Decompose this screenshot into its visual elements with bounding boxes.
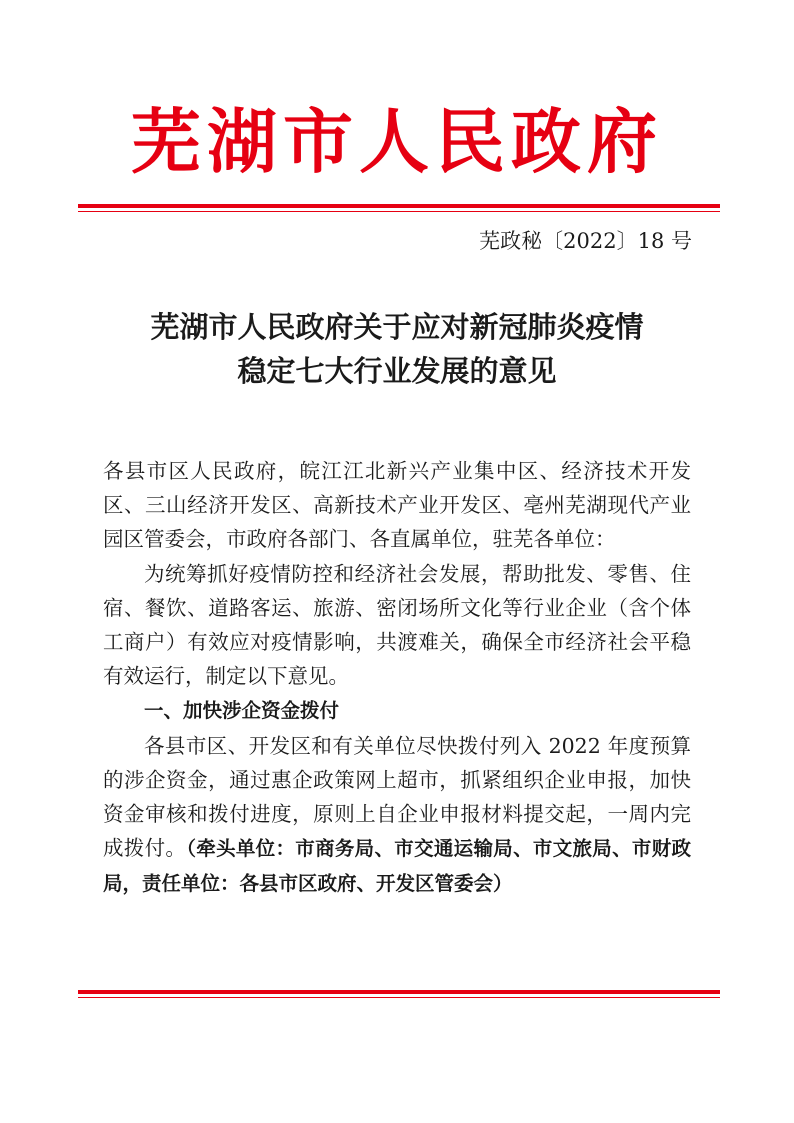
section-1-text: 各县市区、开发区和有关单位尽快拨付列入 2022 年度预算的涉企资金，通过惠企政策网上超市，抓紧组织企业申报，加快资金审核和拨付进度，原则上自企业申报材料提交起，一周内完成拨付。: [103, 733, 691, 861]
footer-rule-thick: [78, 990, 720, 994]
section-1-paragraph: [103, 729, 691, 902]
section-1-heading: 一、加快涉企资金拨付: [144, 699, 340, 723]
section-1-responsibility: （牵头单位：市商务局、市交通运输局、市文旅局、市财政局，责任单位：各县市区政府、开发区管委会）: [103, 837, 691, 896]
footer-rule-thin: [78, 997, 720, 998]
document-number: 芜政秘〔2022〕18 号: [479, 229, 692, 253]
masthead-title: 芜湖市人民政府: [131, 100, 663, 183]
masthead-rule-thick: [78, 204, 720, 208]
addressee-paragraph: 各县市区人民政府，皖江江北新兴产业集中区、经济技术开发区、三山经济开发区、高新技术产业开发区、亳州芜湖现代产业园区管委会，市政府各部门、各直属单位，驻芜各单位：: [103, 459, 691, 552]
masthead-rule-thin: [78, 211, 720, 212]
section-1-heading-paragraph: [103, 693, 691, 728]
document-title-line-1: 芜湖市人民政府关于应对新冠肺炎疫情: [150, 310, 644, 344]
intro-paragraph: 为统筹抓好疫情防控和经济社会发展，帮助批发、零售、住宿、餐饮、道路客运、旅游、密闭场所文化等行业企业（含个体工商户）有效应对疫情影响，共渡难关，确保全市经济社会平稳有效运行，制定以下意见。: [103, 561, 691, 689]
document-title: [0, 305, 794, 393]
document-body: [103, 454, 691, 902]
document-title-line-2: 稳定七大行业发展的意见: [237, 354, 557, 388]
